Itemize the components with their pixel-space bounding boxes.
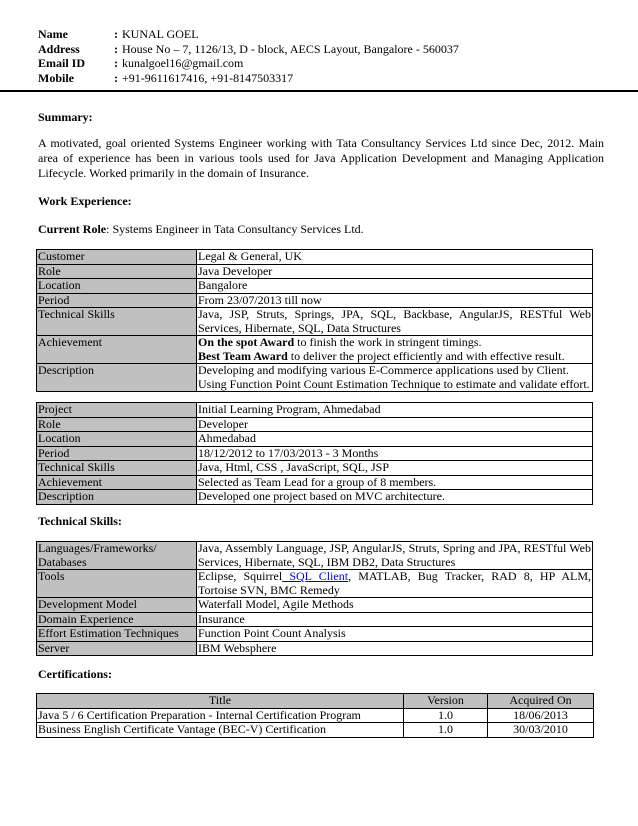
- cell-label: Technical Skills: [37, 461, 197, 476]
- cell-label: Effort Estimation Techniques: [37, 627, 197, 642]
- cell-value: Ahmedabad: [197, 432, 593, 447]
- project-table-current: [36, 249, 593, 392]
- header-value-mobile: +91-9611617416, +91-8147503317: [122, 70, 294, 85]
- header-key: Name: [38, 27, 68, 41]
- cell-label: Development Model: [37, 598, 197, 613]
- cell-label: Domain Experience: [37, 612, 197, 627]
- table-row: [37, 641, 593, 656]
- technical-skills-table: [36, 541, 593, 656]
- cell-value: Developed one project based on MVC architecture.: [197, 490, 593, 505]
- header-value-address: House No – 7, 1126/13, D - block, AECS Layout, Bangalore - 560037: [122, 41, 459, 56]
- description-line: Using Function Point Count Estimation Technique to estimate and validate effort.: [198, 376, 590, 391]
- cert-version: 1.0: [404, 723, 488, 738]
- project-table-ilp: [36, 402, 593, 505]
- table-row: [37, 723, 594, 738]
- cell-label: Description: [37, 364, 197, 392]
- table-row: [37, 403, 593, 418]
- table-row: [37, 490, 593, 505]
- table-header-row: [37, 694, 594, 709]
- header-separator: :: [114, 41, 118, 56]
- cell-value: Initial Learning Program, Ahmedabad: [197, 403, 593, 418]
- cell-value: Developer: [197, 417, 593, 432]
- cell-label: Project: [37, 403, 197, 418]
- header-separator: :: [114, 56, 118, 70]
- cell-label: Customer: [37, 250, 197, 265]
- header-key: Mobile: [38, 70, 74, 85]
- cell-label: Location: [37, 432, 197, 447]
- cell-label: Tools: [37, 570, 197, 598]
- cell-value: From 23/07/2013 till now: [197, 293, 593, 308]
- cell-value: Selected as Team Lead for a group of 8 members.: [197, 475, 593, 490]
- tools-text: Eclipse, Squirrel: [198, 569, 283, 583]
- current-role-label: Current Role: [38, 222, 107, 236]
- award-detail: to deliver the project efficiently and with effective result.: [287, 348, 565, 363]
- award-name: Best Team Award: [198, 348, 288, 363]
- summary-text: A motivated, goal oriented Systems Engineer working with Tata Consultancy Services Ltd since Dec, 2012. Main area of experience has been in various tools used for Java Application Development and Managing Application Lifecycle. Worked primarily in the domain of Insurance.: [38, 136, 604, 180]
- header-value-email: kunalgoel16@gmail.com: [122, 56, 244, 70]
- table-row: [37, 293, 593, 308]
- achievement-line: [198, 350, 591, 364]
- cell-value-description: [197, 364, 593, 392]
- cell-value: 18/12/2012 to 17/03/2013 - 3 Months: [197, 446, 593, 461]
- table-row: [37, 461, 593, 476]
- cell-label: Period: [37, 293, 197, 308]
- cell-label: Languages/Frameworks/ Databases: [37, 542, 197, 570]
- contact-header: [38, 27, 459, 85]
- table-row: [37, 432, 593, 447]
- sql-client-link[interactable]: SQL Client: [282, 569, 349, 583]
- cell-value: Java, Html, CSS , JavaScript, SQL, JSP: [197, 461, 593, 476]
- table-row: [37, 570, 593, 598]
- cell-label: Achievement: [37, 475, 197, 490]
- header-row-mobile: [38, 71, 459, 86]
- current-role-text: : Systems Engineer in Tata Consultancy Services Ltd.: [106, 222, 364, 236]
- cert-date: 30/03/2010: [488, 723, 594, 738]
- header-row-email: [38, 56, 459, 71]
- cert-version: 1.0: [404, 708, 488, 723]
- column-header-acquired-on: Acquired On: [488, 694, 594, 709]
- table-row: [37, 279, 593, 294]
- table-row: [37, 708, 594, 723]
- cell-value: Legal & General, UK: [197, 250, 593, 265]
- cert-title: Java 5 / 6 Certification Preparation - Internal Certification Program: [37, 708, 404, 723]
- table-row: [37, 612, 593, 627]
- cell-label: Achievement: [37, 336, 197, 364]
- cell-label: Role: [37, 417, 197, 432]
- header-key: Email ID: [38, 56, 86, 70]
- header-key: Address: [38, 41, 80, 56]
- cell-label: Description: [37, 490, 197, 505]
- table-row: [37, 542, 593, 570]
- cell-value: IBM Websphere: [197, 641, 593, 656]
- technical-skills-heading: Technical Skills:: [38, 514, 122, 528]
- table-row: [37, 308, 593, 336]
- table-row: [37, 598, 593, 613]
- description-line: Developing and modifying various E-Commerce applications used by Client.: [198, 363, 569, 377]
- cell-value-achievement: [197, 336, 593, 364]
- cell-value-tools: [197, 570, 593, 598]
- cell-label: Technical Skills: [37, 308, 197, 336]
- cell-value: Java, JSP, Struts, Springs, JPA, SQL, Backbase, AngularJS, RESTful Web Services, Hibernate, SQL, Data Structures: [198, 307, 591, 335]
- table-row: [37, 364, 593, 392]
- cell-label: Period: [37, 446, 197, 461]
- header-separator: :: [114, 27, 118, 41]
- award-name: On the spot Award: [198, 335, 295, 349]
- cell-label: Location: [37, 279, 197, 294]
- current-role-line: [38, 222, 364, 237]
- work-experience-heading: Work Experience:: [38, 194, 132, 208]
- cell-label: Server: [37, 641, 197, 656]
- header-divider: [0, 90, 638, 92]
- header-separator: :: [114, 70, 118, 85]
- cell-value: Function Point Count Analysis: [197, 627, 593, 642]
- cert-title: Business English Certificate Vantage (BEC-V) Certification: [37, 723, 404, 738]
- table-row: [37, 475, 593, 490]
- cell-label: Role: [37, 264, 197, 279]
- certifications-table: [36, 693, 594, 738]
- certifications-heading: Certifications:: [38, 667, 112, 681]
- table-row: [37, 627, 593, 642]
- cell-value: Waterfall Model, Agile Methods: [197, 598, 593, 613]
- header-value-name: KUNAL GOEL: [122, 27, 199, 41]
- header-row-name: [38, 27, 459, 42]
- table-row: [37, 336, 593, 364]
- table-row: [37, 446, 593, 461]
- table-row: [37, 264, 593, 279]
- table-row: [37, 417, 593, 432]
- tools-text: , MATLAB, Bug Tracker, RAD 8, HP ALM, Tortoise SVN, BMC Remedy: [198, 569, 591, 597]
- table-row: [37, 250, 593, 265]
- summary-heading: Summary:: [38, 110, 93, 124]
- cell-value: Bangalore: [197, 279, 593, 294]
- award-detail: to finish the work in stringent timings.: [294, 335, 482, 349]
- achievement-line: [198, 336, 591, 350]
- column-header-version: Version: [404, 694, 488, 709]
- cell-value: Java, Assembly Language, JSP, AngularJS, Struts, Spring and JPA, RESTful Web Services, Hibernate, SQL, IBM DB2, Data Structures: [198, 541, 591, 569]
- cell-value: Java Developer: [197, 264, 593, 279]
- column-header-title: Title: [37, 694, 404, 709]
- cert-date: 18/06/2013: [488, 708, 594, 723]
- cell-value: Insurance: [197, 612, 593, 627]
- header-row-address: [38, 42, 459, 57]
